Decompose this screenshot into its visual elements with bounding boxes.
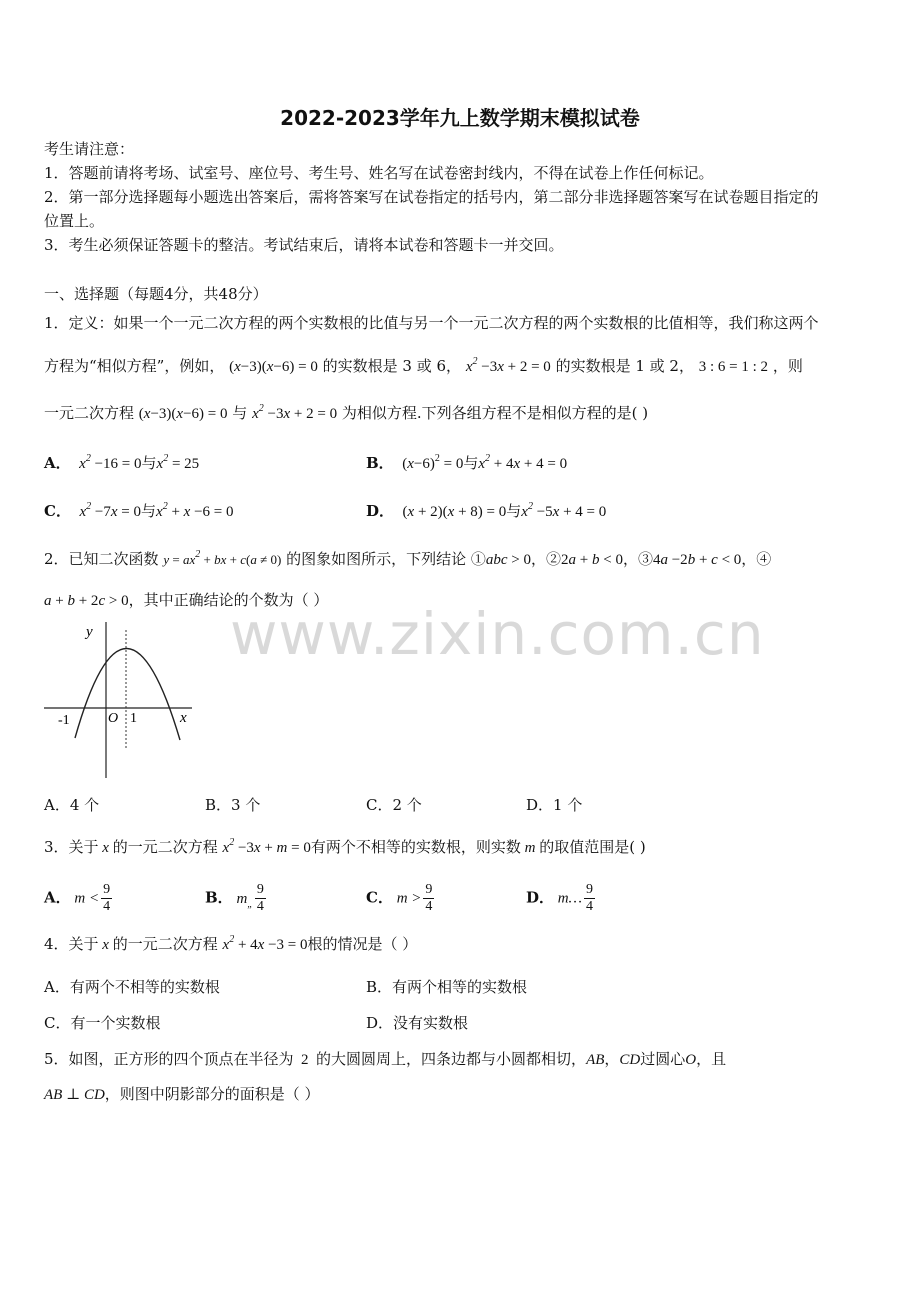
q2-option-b[interactable]: B．3 个 <box>205 796 261 814</box>
q5-line-1: 5．如图，正方形的四个顶点在半径为 2 的大圆圆周上，四条边都与小圆都相切，AB，CD过圆心O，且 <box>44 1050 727 1068</box>
q4-option-a[interactable]: A．有两个不相等的实数根 <box>44 978 220 996</box>
q2-parabola-graph <box>40 618 200 783</box>
q5-line-2: AB ⊥ CD，则图中阴影部分的面积是（ ） <box>44 1085 320 1103</box>
section-heading: 一、选择题（每题4分，共48分） <box>44 285 268 303</box>
q1-example-eq-1b: (x−3)(x−6) = 0 <box>138 406 228 422</box>
q2-function: $y = ax^2$ + bx + c(a ≠ 0) <box>163 549 282 567</box>
q2-option-c[interactable]: C．2 个 <box>366 796 422 814</box>
notice-item-1: 1．答题前请将考场、试室号、座位号、考生号、姓名写在试卷密封线内，不得在试卷上作任何标记。 <box>44 164 714 182</box>
q1-text: 的实数根是 3 或 6， <box>322 357 462 375</box>
q4-option-b[interactable]: B．有两个相等的实数根 <box>366 978 528 996</box>
q1-option-c[interactable]: C． $x^2 -7x = 0$与$x^2 + x -6 = 0$ <box>44 501 234 520</box>
q3-line-1: 3．关于 x 的一元二次方程 $x^2 -3x + m = 0$有两个不相等的实数根，则实数 m 的取值范围是( ) <box>44 837 646 856</box>
q1-example-eq-2b: $x^2 -3x + 2 = 0$ <box>252 403 338 422</box>
q1-option-b[interactable]: B． $(x-6)^2 = 0$与$x^2 + 4x + 4 = 0$ <box>366 453 568 472</box>
q1-text: 的实数根是 1 或 2， <box>555 357 694 375</box>
q2-option-d[interactable]: D．1 个 <box>526 796 583 814</box>
notice-heading: 考生请注意： <box>44 140 135 158</box>
q1-text: 为相似方程.下列各组方程不是相似方程的是( ) <box>341 404 649 422</box>
q1-text: 方程为“相似方程”，例如， <box>44 357 225 375</box>
q1-ratio: 3 : 6 = 1 : 2 <box>698 359 769 375</box>
q1-option-a[interactable]: A． $x^2 -16 = 0$与$x^2 = 25$ <box>44 453 200 472</box>
watermark: www.zixin.com.cn <box>230 600 765 668</box>
tick-label-1: 1 <box>130 711 137 726</box>
q4-option-c[interactable]: C．有一个实数根 <box>44 1014 161 1032</box>
q1-line-1: 1．定义：如果一个一元二次方程的两个实数根的比值与另一个一元二次方程的两个实数根的比值相等，我们称这两个 <box>44 314 819 332</box>
q3-equation: $x^2 -3x + m = 0$ <box>222 837 311 856</box>
q2-line-2: a + b + 2c > 0，其中正确结论的个数为（ ） <box>44 591 329 609</box>
q3-option-b[interactable]: B． $m_„$ $\frac{9}{4}$ <box>205 882 264 914</box>
q1-option-d[interactable]: D． (x + 2)(x + 8) = 0与$x^2 -5x + 4 = 0$ <box>366 501 607 520</box>
q4-line-1: 4．关于 x 的一元二次方程 $x^2 + 4x -3 = 0$根的情况是（ ） <box>44 934 418 953</box>
q3-option-a[interactable]: A． m < $\frac{9}{4}$ <box>44 882 111 914</box>
parabola-curve <box>75 648 180 740</box>
q1-text: 与 <box>232 404 248 422</box>
q4-equation: $x^2 + 4x -3 = 0$ <box>222 934 308 953</box>
q2-option-a[interactable]: A．4 个 <box>44 796 100 814</box>
tick-label-neg1: -1 <box>58 713 70 728</box>
q2-line-1: 2．已知二次函数 $y = ax^2$ + bx + c(a ≠ 0) 的图象如图所示，下列结论 ①abc > 0，②2a + b < 0，③4a −2b + c < 0，④ <box>44 549 772 568</box>
q1-line-2 <box>44 356 803 377</box>
page-title: 2022-2023学年九上数学期末模拟试卷 <box>280 106 640 130</box>
q1-example-eq-1: (x−3)(x−6) = 0 <box>229 359 318 375</box>
q4-option-d[interactable]: D．没有实数根 <box>366 1014 469 1032</box>
q3-option-d[interactable]: D． m… $\frac{9}{4}$ <box>526 882 593 914</box>
q1-example-eq-2: $x^2 -3x + 2 = 0$ <box>465 356 551 375</box>
q3-option-c[interactable]: C． m > $\frac{9}{4}$ <box>366 882 433 914</box>
x-axis-label: x <box>180 710 187 726</box>
y-axis-label: y <box>86 624 93 640</box>
notice-item-3: 3．考生必须保证答题卡的整洁。考试结束后，请将本试卷和答题卡一并交回。 <box>44 236 564 254</box>
notice-item-2-cont: 位置上。 <box>44 212 105 230</box>
q1-line-3 <box>44 403 648 424</box>
origin-label: O <box>108 711 119 726</box>
q1-text: 一元二次方程 <box>44 404 135 422</box>
q1-text: ，则 <box>772 357 803 375</box>
notice-item-2: 2．第一部分选择题每小题选出答案后，需将答案写在试卷指定的括号内，第二部分非选择题答案写在试卷题目指定的 <box>44 188 819 206</box>
